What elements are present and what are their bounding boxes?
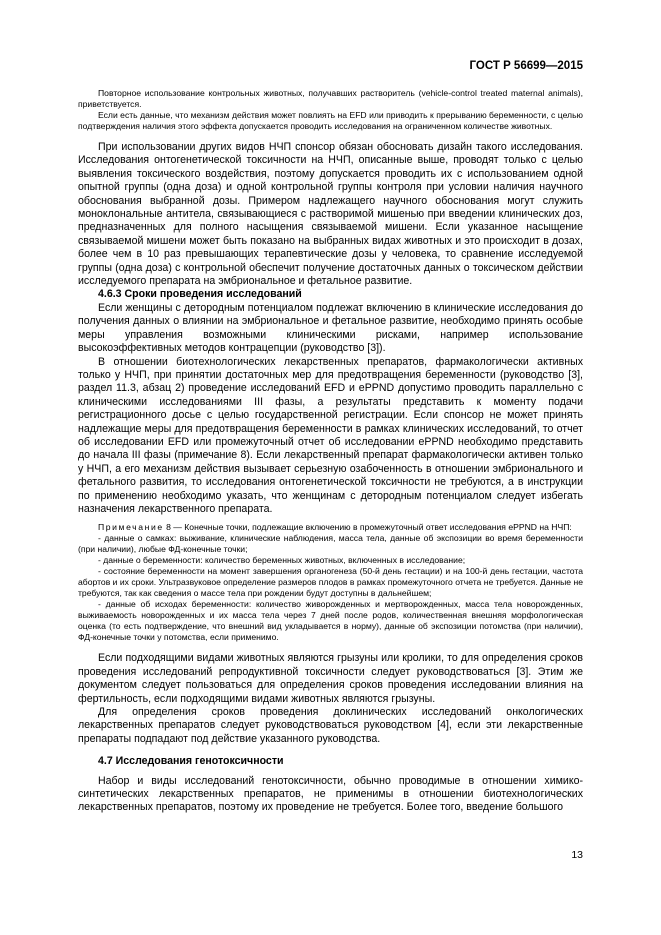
document-body: [78, 88, 583, 815]
intro-note-1: Повторное использование контрольных животных, получавших растворитель (vehicle-control treated maternal animals), приветствуется.: [78, 88, 583, 109]
note-item-pregnancy-data: - данные о беременности: количество беременных животных, включенных в исследование;: [98, 555, 466, 566]
page-number: 13: [571, 849, 583, 861]
note-item-outcomes: - данные об исходах беременности: количество живорожденных и мертворожденных, масса тела новорожденных, выживаемость новорожденных и их масса тела через 7 дней после родов, количественная внешняя морфологическая оценка (то есть подтверждение, что внешний вид укладывается в норму), данные об экспозиции потомства (при наличии), ФД-конечные точки у потомства, если применимо.: [78, 599, 583, 643]
note-item-females: - данные о самках: выживание, клинические наблюдения, масса тела, данные об экспозиции во время беременности (при наличии), любые ФД-конечные точки;: [78, 533, 583, 555]
intro-note-2: Если есть данные, что механизм действия может повлиять на EFD или приводить к прерыванию беременности, с целью подтверждения наличия этого эффекта допускается проводить исследования на ограниченном количестве животных.: [78, 110, 583, 131]
note-text: 8 — Конечные точки, подлежащие включению в промежуточный ответ исследования ePPND на НЧП:: [163, 522, 572, 533]
section-heading-4-7: 4.7 Исследования генотоксичности: [98, 755, 284, 768]
paragraph-women-childbearing: Если женщины с детородным потенциалом подлежат включению в клинические исследования до получения данных о влиянии на эмбриональное и фетальное развитие, необходимо принять особые меры управления возможными клиническими рисками, например использование высокоэффективных методов контрацепции (руководство [3]).: [78, 301, 583, 355]
paragraph-genotoxicity: Набор и виды исследований генотоксичности, обычно проводимые в отношении химико-синтетических лекарственных препаратов, не применимы в отношении биотехнологических лекарственных препаратов, поэтому их проведение не требуется. Более того, введение большого: [78, 774, 583, 814]
paragraph-rodents-rabbits: Если подходящими видами животных являются грызуны или кролики, то для определения сроков проведения исследований репродуктивной токсичности следует руководствоваться [3]. Этим же документом следует пользоваться для определения сроков проведения исследовании влияния на фертильность, если подходящими видами животных являются грызуны.: [78, 652, 583, 705]
note-8: [78, 522, 583, 533]
document-code-header: ГОСТ Р 56699—2015: [469, 60, 583, 72]
paragraph-design-justification: При использовании других видов НЧП спонсор обязан обосновать дизайн такого исследования. Исследования онтогенетической токсичности на НЧП, описанные выше, проводят только с целью выявления токсического воздействия, поэтому допускается проводить их с использованием одной опытной группы (одна доза) и одной контрольной группы контроля при условии наличия научного обоснования выбранной дозы. Примером надлежащего научного обоснования могут служить моноклональные антитела, связывающиеся с растворимой мишенью при введении клинических доз, предназначенных для полного насыщения связываемой мишени. Если указанное насыщение связываемой мишени может быть показано на выбранных видах животных и это происходит в дозах, более чем в 10 раз превышающих терапевтические дозы у человека, то сравнение исследуемой группы (одна доза) с контрольной обеспечит получение достаточных данных о токсическом действии исследуемого препарата на эмбриональное и фетальное развитие.: [78, 141, 583, 288]
paragraph-biotech-products: В отношении биотехнологических лекарственных препаратов, фармакологически активных только у НЧП, при принятии достаточных мер для предотвращения беременности (руководство [3], раздел 11.3, абзац 2) проведение исследований EFD и ePPND допустимо проводить параллельно с клиническими исследованиями III фазы, а результаты представить к моменту подачи регистрационного досье с целью государственной регистрации. Если спонсор не может принять надлежащие меры для предотвращения беременности в рамках клинических исследований, то отчет об исследовании EFD или промежуточный отчет об исследовании ePPND необходимо представить до начала III фазы (примечание 8). Если лекарственный препарат фармакологически активен только у НЧП, а его механизм действия вызывает серьезную озабоченность в отношении эмбрионального и фетального развития, то исследования онтогенетической токсичности не требуются, а в инструкции по применению необходимо указать, что женщинам с детородным потенциалом следует избегать назначения лекарственного препарата.: [78, 355, 583, 515]
note-item-pregnancy-state: - состояние беременности на момент завершения органогенеза (50-й день гестации) и на 100-й день гестации, частота абортов и их сроки. Ультразвуковое определение размеров плодов в рамках промежуточного отчета не требуется. Данные не требуются, так как сведения о массе тела при рождении будут доступны в дальнейшем;: [78, 566, 583, 599]
note-label: Примечание: [98, 522, 164, 533]
section-heading-4-6-3: 4.6.3 Сроки проведения исследований: [98, 288, 302, 301]
paragraph-oncology: Для определения сроков проведения доклинических исследований онкологических лекарственных препаратов следует руководствоваться руководством [4], если эти лекарственные препараты подпадают под действие указанного руководства.: [78, 706, 583, 745]
